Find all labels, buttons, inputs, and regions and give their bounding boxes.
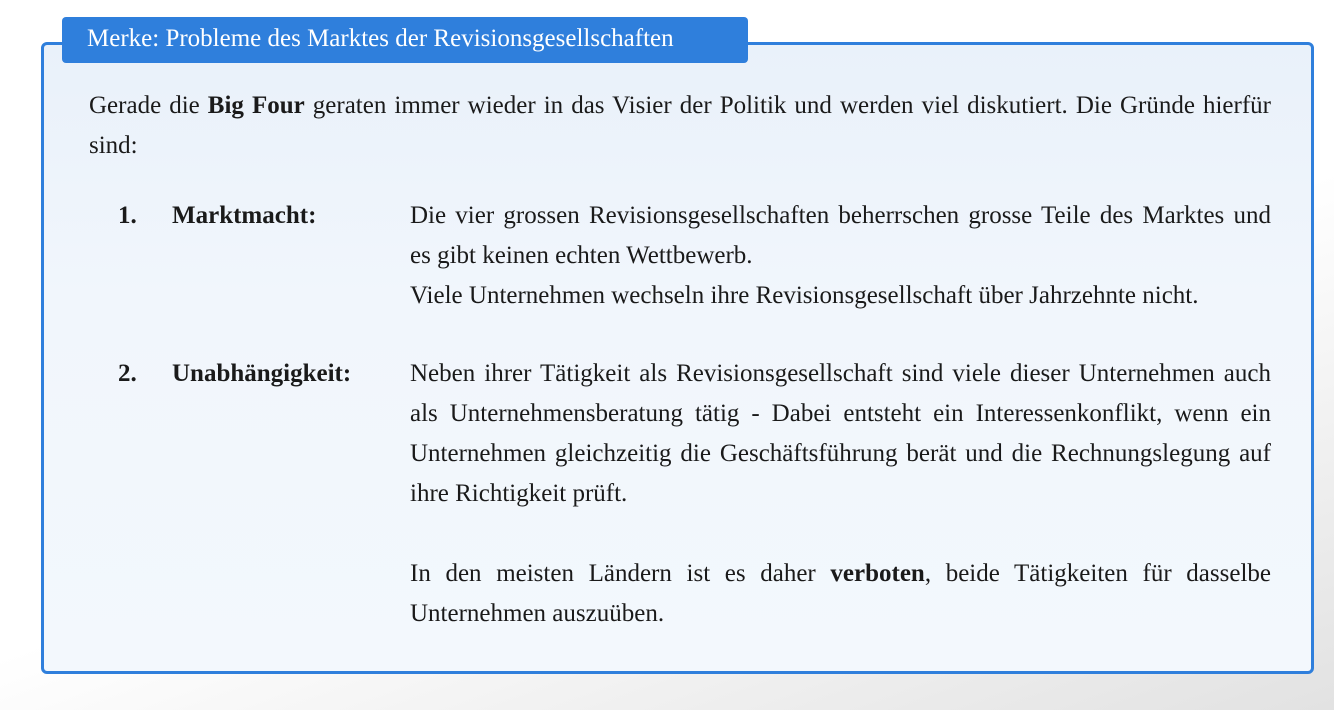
item-text-paragraph: Neben ihrer Tätigkeit als Revisionsgesellschaft sind viele dieser Unternehmen auch als Unternehmensberatung tätig - Dabei entsteht ein Interessenkonflikt, wenn ein Unternehmen gleichzeitig die Geschäftsführung berät und die Rechnungslegung auf ihre Richtigkeit prüft.	[410, 360, 1271, 507]
item-text-line: Viele Unternehmen wechseln ihre Revisionsgesellschaft über Jahrzehnte nicht.	[410, 282, 1199, 309]
item-number-2: 2.	[118, 360, 137, 387]
item-text-paragraph	[410, 554, 1271, 634]
intro-text-before: Gerade die	[89, 92, 208, 119]
item-label-unabhaengigkeit: Unabhängigkeit:	[172, 360, 352, 387]
verboten-bold-term: verboten	[830, 560, 925, 587]
paragraph-gap	[410, 514, 1271, 554]
intro-text-after: geraten immer wieder in das Visier der Politik und werden viel diskutiert. Die Gründe hierfür sind:	[89, 92, 1271, 159]
intro-bold-term: Big Four	[207, 92, 305, 119]
note-title: Merke: Probleme des Marktes der Revisionsgesellschaften	[62, 17, 748, 63]
item-body-unabhaengigkeit	[410, 354, 1271, 634]
intro-paragraph	[89, 86, 1271, 166]
item-number-1: 1.	[118, 202, 137, 229]
item-text-line: Die vier grossen Revisionsgesellschaften beherrschen grosse Teile des Marktes und es gibt keinen echten Wettbewerb.	[410, 202, 1271, 269]
item-body-marktmacht	[410, 196, 1271, 316]
verboten-text-before: In den meisten Ländern ist es daher	[410, 560, 831, 587]
item-label-marktmacht: Marktmacht:	[172, 202, 317, 229]
verboten-text-after: , beide Tätigkeiten für dasselbe Unternehmen auszuüben.	[410, 560, 1272, 627]
